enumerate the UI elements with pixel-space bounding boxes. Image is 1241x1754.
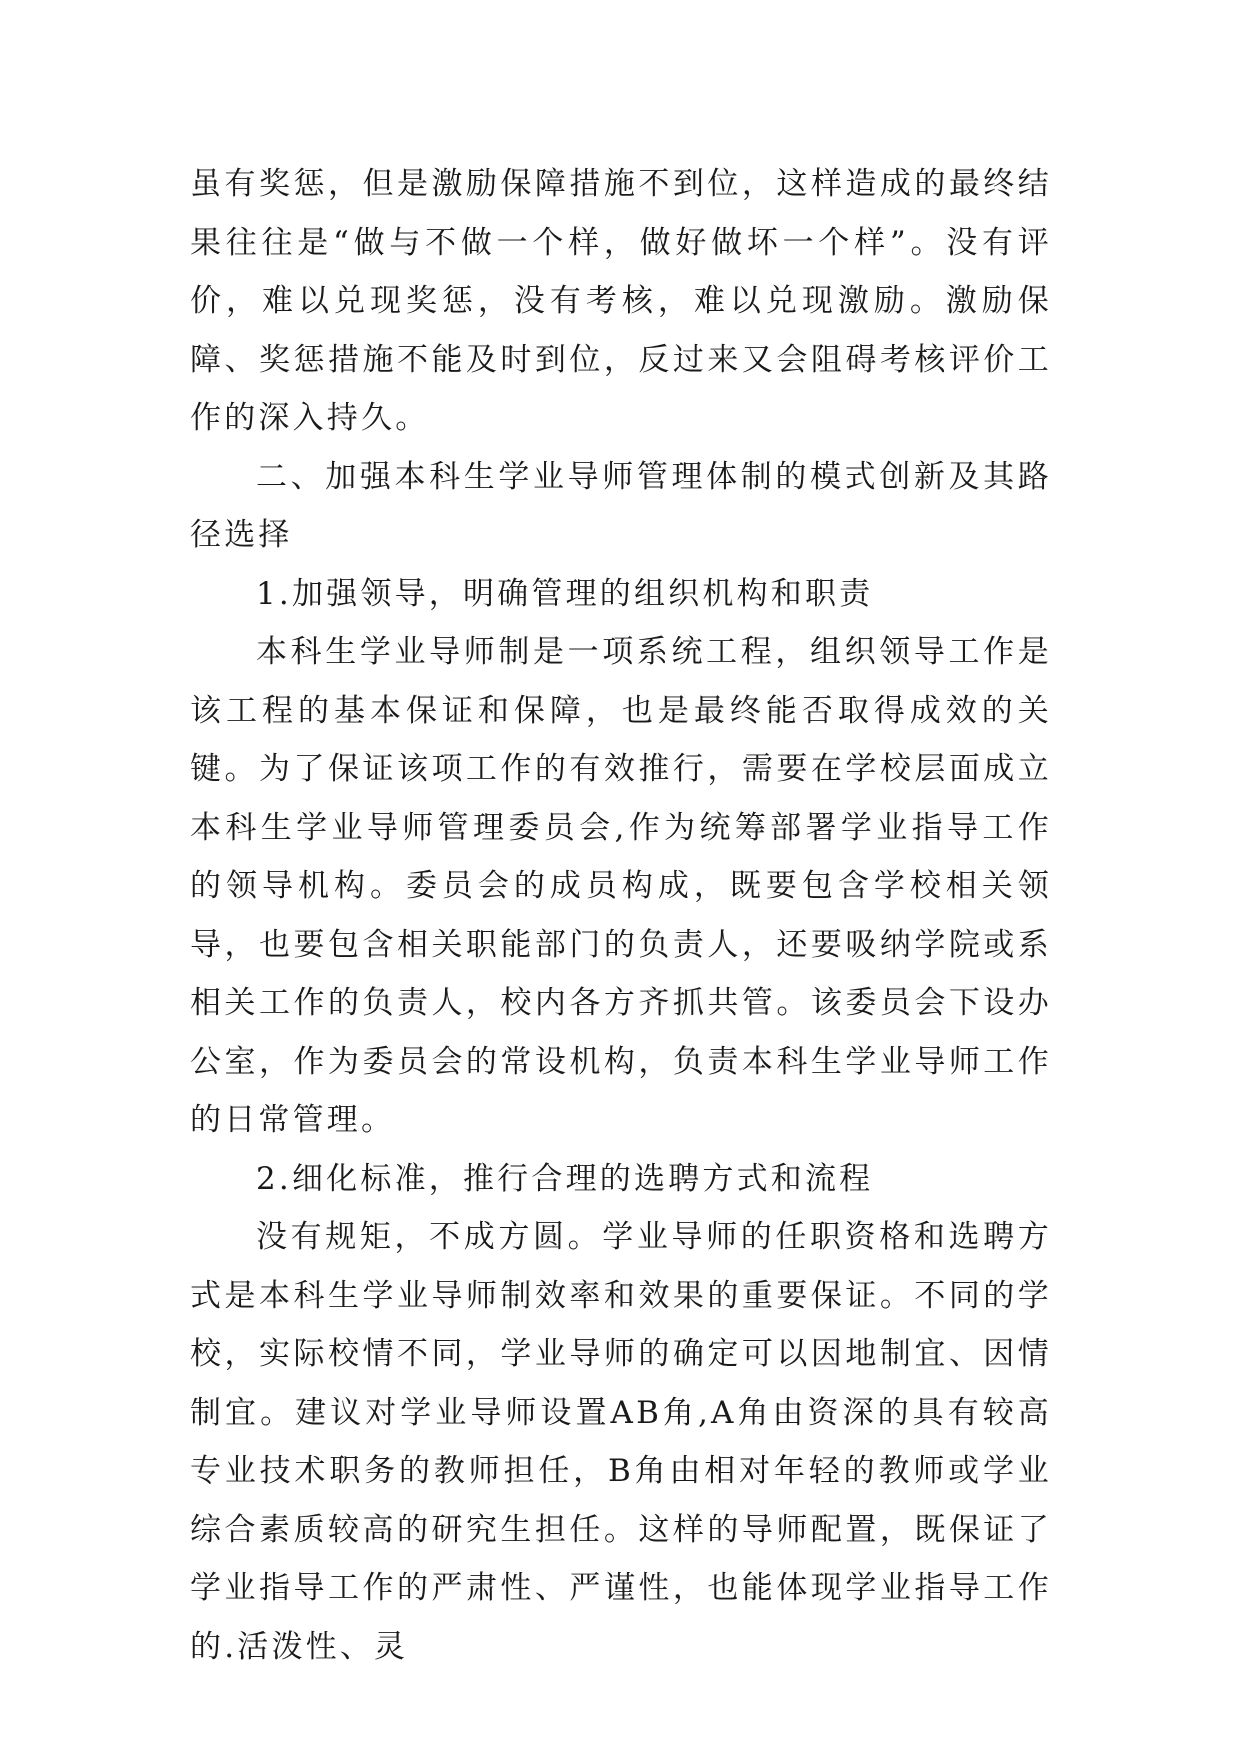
paragraph-continuation: 虽有奖惩，但是激励保障措施不到位，这样造成的最终结果往往是“做与不做一个样，做好做坏一个样”。没有评价，难以兑现奖惩，没有考核，难以兑现激励。激励保障、奖惩措施不能及时到位，反过来又会阻碍考核评价工作的深入持久。 [190,166,1052,436]
subsection-heading: 2.细化标准，推行合理的选聘方式和流程 [256,1160,874,1197]
document-body [190,155,1052,1676]
paragraph: 本科生学业导师制是一项系统工程，组织领导工作是该工程的基本保证和保障，也是最终能否取得成效的关键。为了保证该项工作的有效推行，需要在学校层面成立本科生学业导师管理委员会,作为统筹部署学业指导工作的领导机构。委员会的成员构成，既要包含学校相关领导，也要包含相关职能部门的负责人，还要吸纳学院或系相关工作的负责人，校内各方齐抓共管。该委员会下设办公室，作为委员会的常设机构，负责本科生学业导师工作的日常管理。 [190,634,1052,1138]
subsection-heading: 1.加强领导，明确管理的组织机构和职责 [256,575,874,612]
paragraph: 没有规矩，不成方圆。学业导师的任职资格和选聘方式是本科生学业导师制效率和效果的重要保证。不同的学校，实际校情不同，学业导师的确定可以因地制宜、因情制宜。建议对学业导师设置AB角,A角由资深的具有较高专业技术职务的教师担任，B角由相对年轻的教师或学业综合素质较高的研究生担任。这样的导师配置，既保证了学业指导工作的严肃性、严谨性，也能体现学业指导工作的.活泼性、灵 [190,1219,1052,1665]
section-heading: 二、加强本科生学业导师管理体制的模式创新及其路径选择 [190,458,1052,553]
